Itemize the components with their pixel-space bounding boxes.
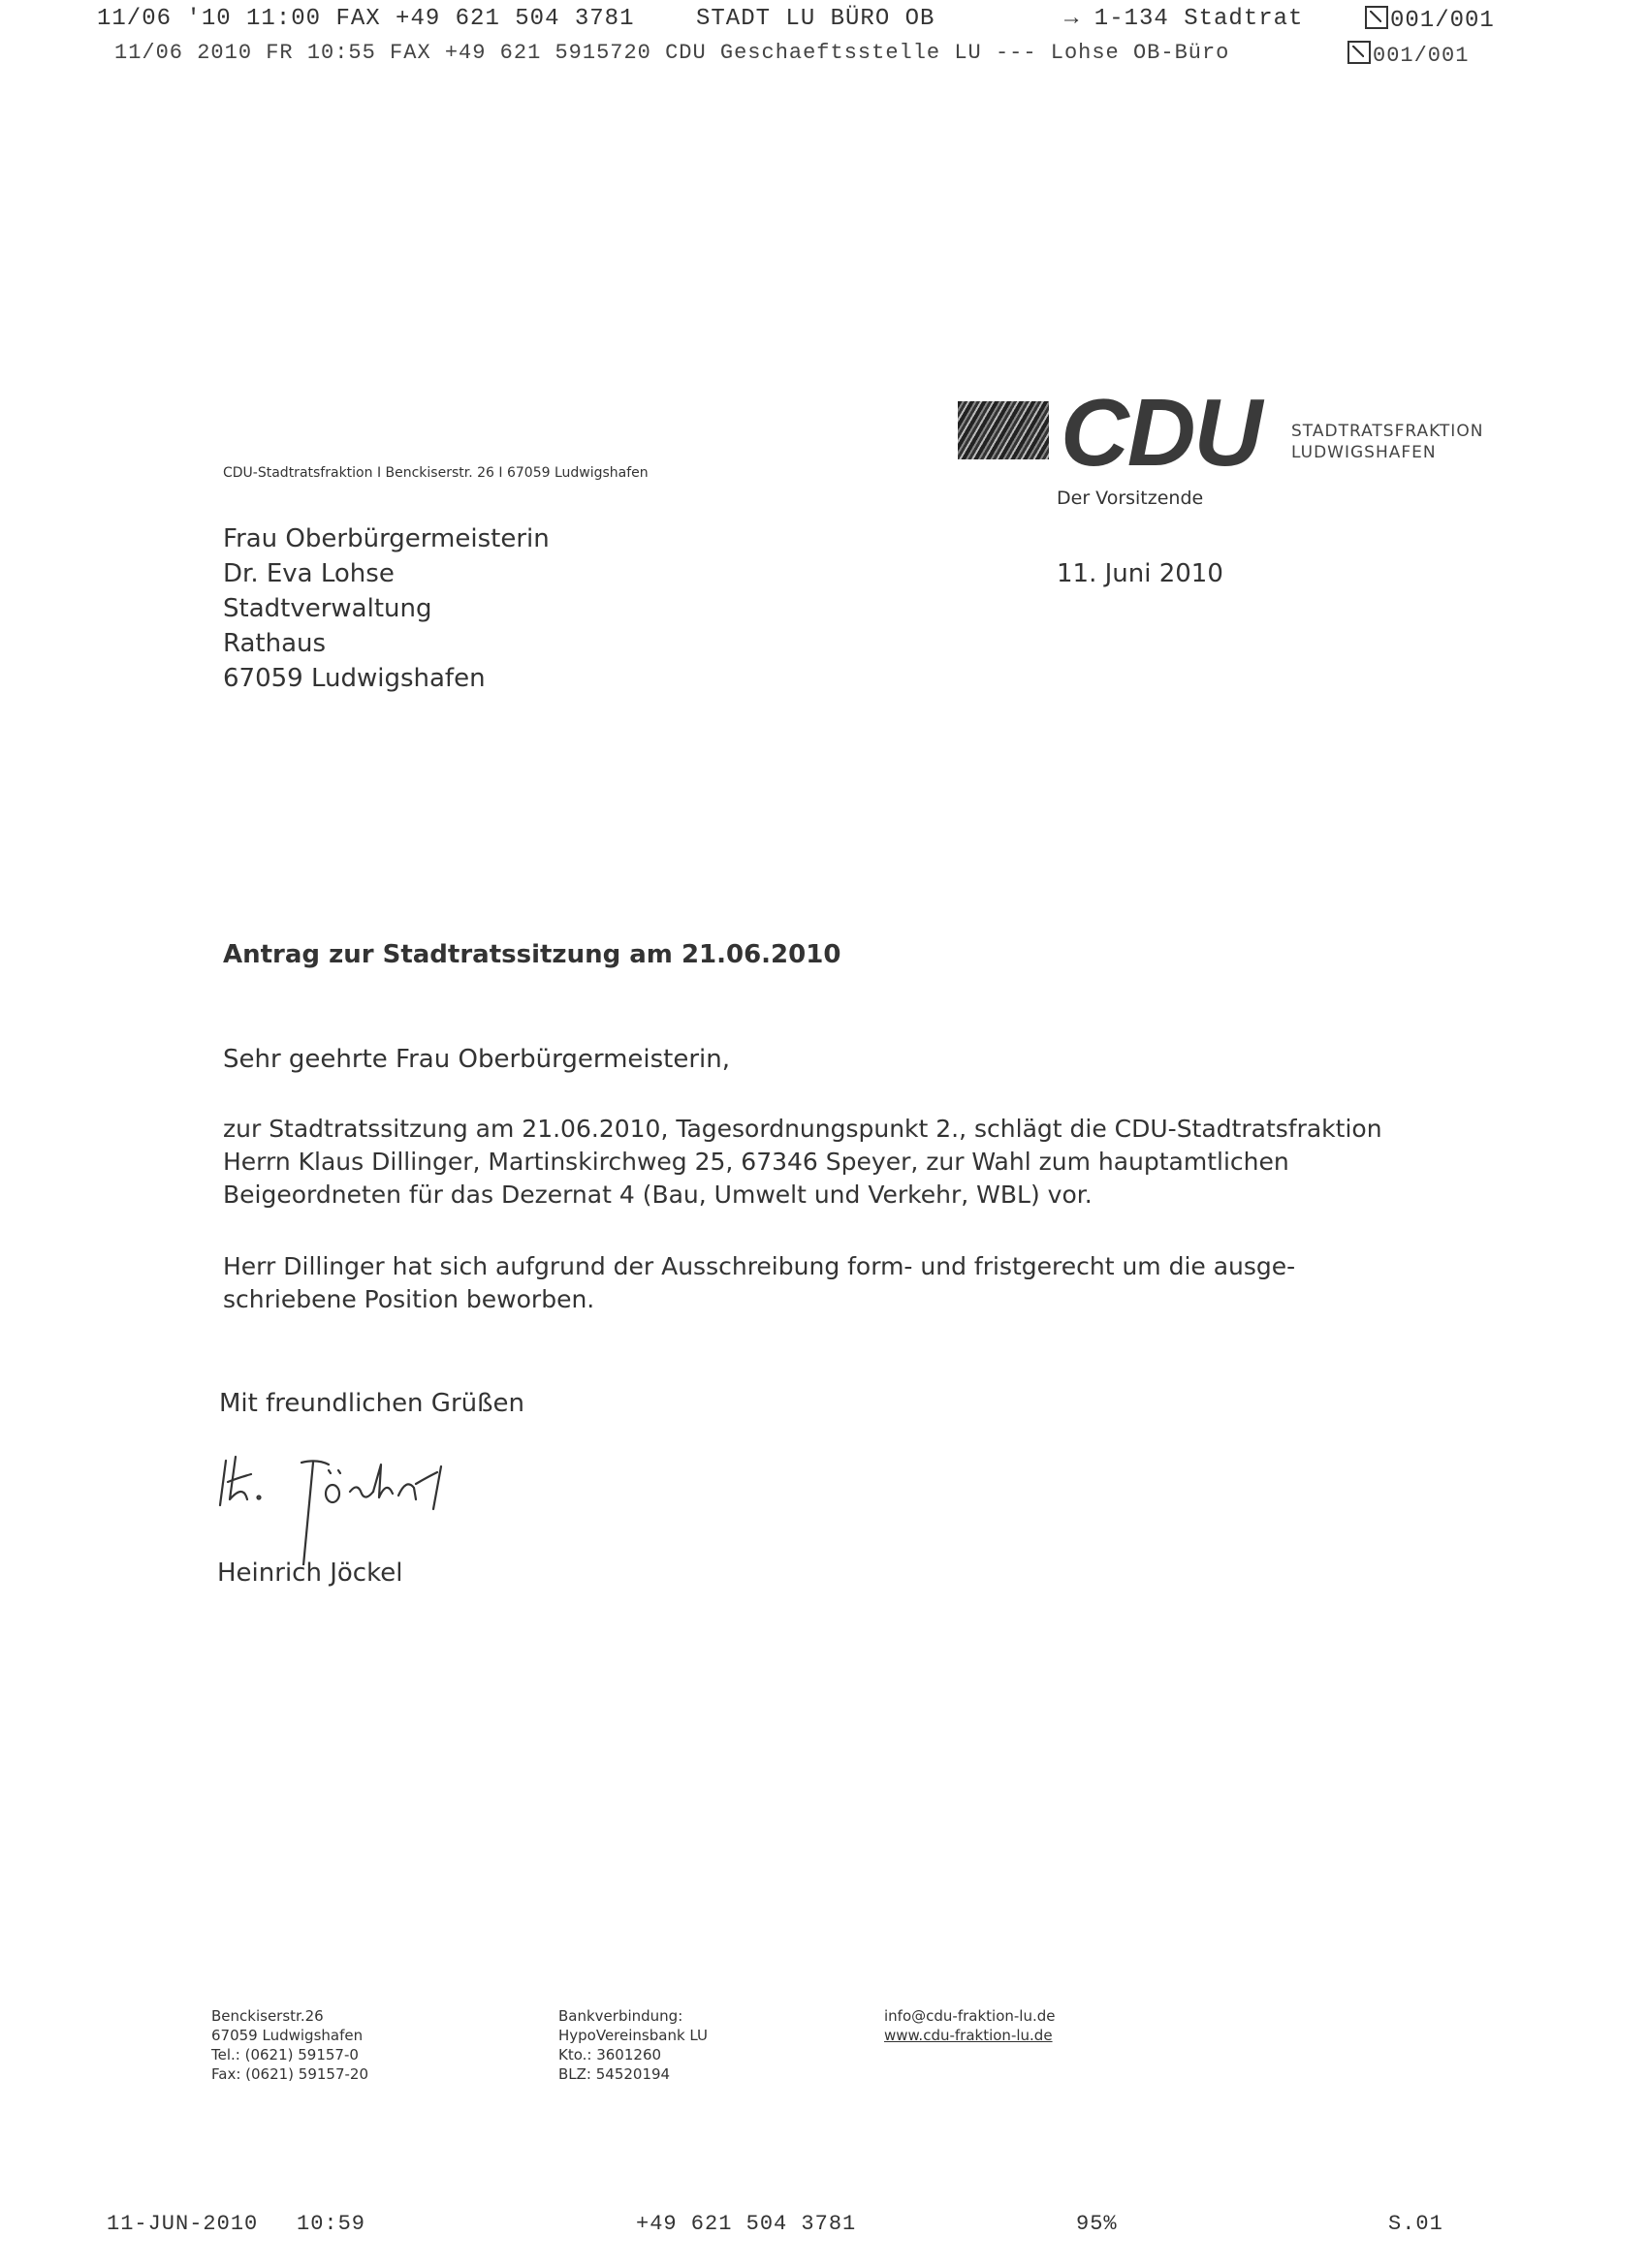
sender-line: CDU-Stadtratsfraktion I Benckiserstr. 26 I 67059 Ludwigshafen — [223, 465, 649, 481]
recipient-address — [223, 521, 550, 696]
sender-position: Der Vorsitzende — [1057, 488, 1204, 509]
letter-date: 11. Juni 2010 — [1057, 559, 1223, 588]
logo-wordmark: CDU — [1061, 379, 1261, 486]
fax-header-line2-page-number: 001/001 — [1373, 44, 1470, 68]
footer-address-line: Tel.: (0621) 59157-0 — [211, 2046, 359, 2063]
footer-address-line: Fax: (0621) 59157-20 — [211, 2065, 369, 2083]
fax-header-line2-page — [1347, 41, 1469, 68]
footer-address — [211, 2006, 368, 2084]
closing: Mit freundlichen Grüßen — [219, 1389, 524, 1418]
fax-header-line1-page-number: 001/001 — [1390, 8, 1495, 34]
fax-header-line1-left: 11/06 '10 11:00 FAX +49 621 504 3781 — [97, 6, 635, 32]
footer-bank-line: Bankverbindung: — [558, 2007, 683, 2025]
logo-subtitle — [1291, 421, 1483, 463]
footer-address-line: Benckiserstr.26 — [211, 2007, 324, 2025]
footer-website: www.cdu-fraktion-lu.de — [884, 2027, 1053, 2044]
checkbox-icon — [1365, 6, 1388, 29]
footer-bank-line: Kto.: 3601260 — [558, 2046, 662, 2063]
fax-header-line1-right: → 1-134 Stadtrat — [1064, 6, 1304, 32]
fax-footer-percent: 95% — [1076, 2212, 1118, 2236]
body-paragraph-2 — [223, 1250, 1435, 1316]
footer-bank-line: HypoVereinsbank LU — [558, 2027, 708, 2044]
salutation: Sehr geehrte Frau Oberbürgermeisterin, — [223, 1045, 731, 1074]
logo-subtitle-line1: STADTRATSFRAKTION — [1291, 422, 1484, 441]
recipient-line: Rathaus — [223, 629, 327, 658]
recipient-line: Stadtverwaltung — [223, 594, 432, 623]
footer-contact — [884, 2006, 1055, 2045]
footer-address-line: 67059 Ludwigshafen — [211, 2027, 364, 2044]
fax-footer-page: S.01 — [1388, 2212, 1443, 2236]
footer-bank-line: BLZ: 54520194 — [558, 2065, 671, 2083]
recipient-line: Dr. Eva Lohse — [223, 559, 395, 588]
body-line: zur Stadtratssitzung am 21.06.2010, Tagesordnungspunkt 2., schlägt die CDU-Stadtratsfraktion — [223, 1115, 1382, 1143]
letter-subject: Antrag zur Stadtratssitzung am 21.06.2010 — [223, 940, 841, 969]
signer-name: Heinrich Jöckel — [217, 1559, 403, 1588]
recipient-line: 67059 Ludwigshafen — [223, 664, 486, 693]
fax-footer-number: +49 621 504 3781 — [636, 2212, 857, 2236]
checkbox-icon — [1347, 41, 1371, 64]
fax-footer-date: 11-JUN-2010 — [107, 2212, 259, 2236]
footer-email: info@cdu-fraktion-lu.de — [884, 2007, 1056, 2025]
recipient-line: Frau Oberbürgermeisterin — [223, 524, 550, 553]
body-line: schriebene Position beworben. — [223, 1285, 595, 1313]
logo-subtitle-line2: LUDWIGSHAFEN — [1291, 443, 1437, 462]
fax-header-line2-left: 11/06 2010 FR 10:55 FAX +49 621 5915720 CDU Geschaeftsstelle LU --- Lohse OB-Büro — [114, 41, 1230, 65]
fax-footer-time: 10:59 — [297, 2212, 366, 2236]
handwritten-signature — [208, 1449, 519, 1565]
body-line: Beigeordneten für das Dezernat 4 (Bau, Umwelt und Verkehr, WBL) vor. — [223, 1181, 1093, 1209]
body-line: Herrn Klaus Dillinger, Martinskirchweg 25, 67346 Speyer, zur Wahl zum hauptamtlichen — [223, 1148, 1289, 1176]
logo-graphic — [958, 401, 1049, 459]
fax-header-line1-page — [1365, 6, 1495, 34]
fax-header-line1-middle: STADT LU BÜRO OB — [696, 6, 935, 32]
body-line: Herr Dillinger hat sich aufgrund der Ausschreibung form- und fristgerecht um die ausge- — [223, 1252, 1296, 1280]
body-paragraph-1 — [223, 1113, 1435, 1212]
footer-bank — [558, 2006, 708, 2084]
